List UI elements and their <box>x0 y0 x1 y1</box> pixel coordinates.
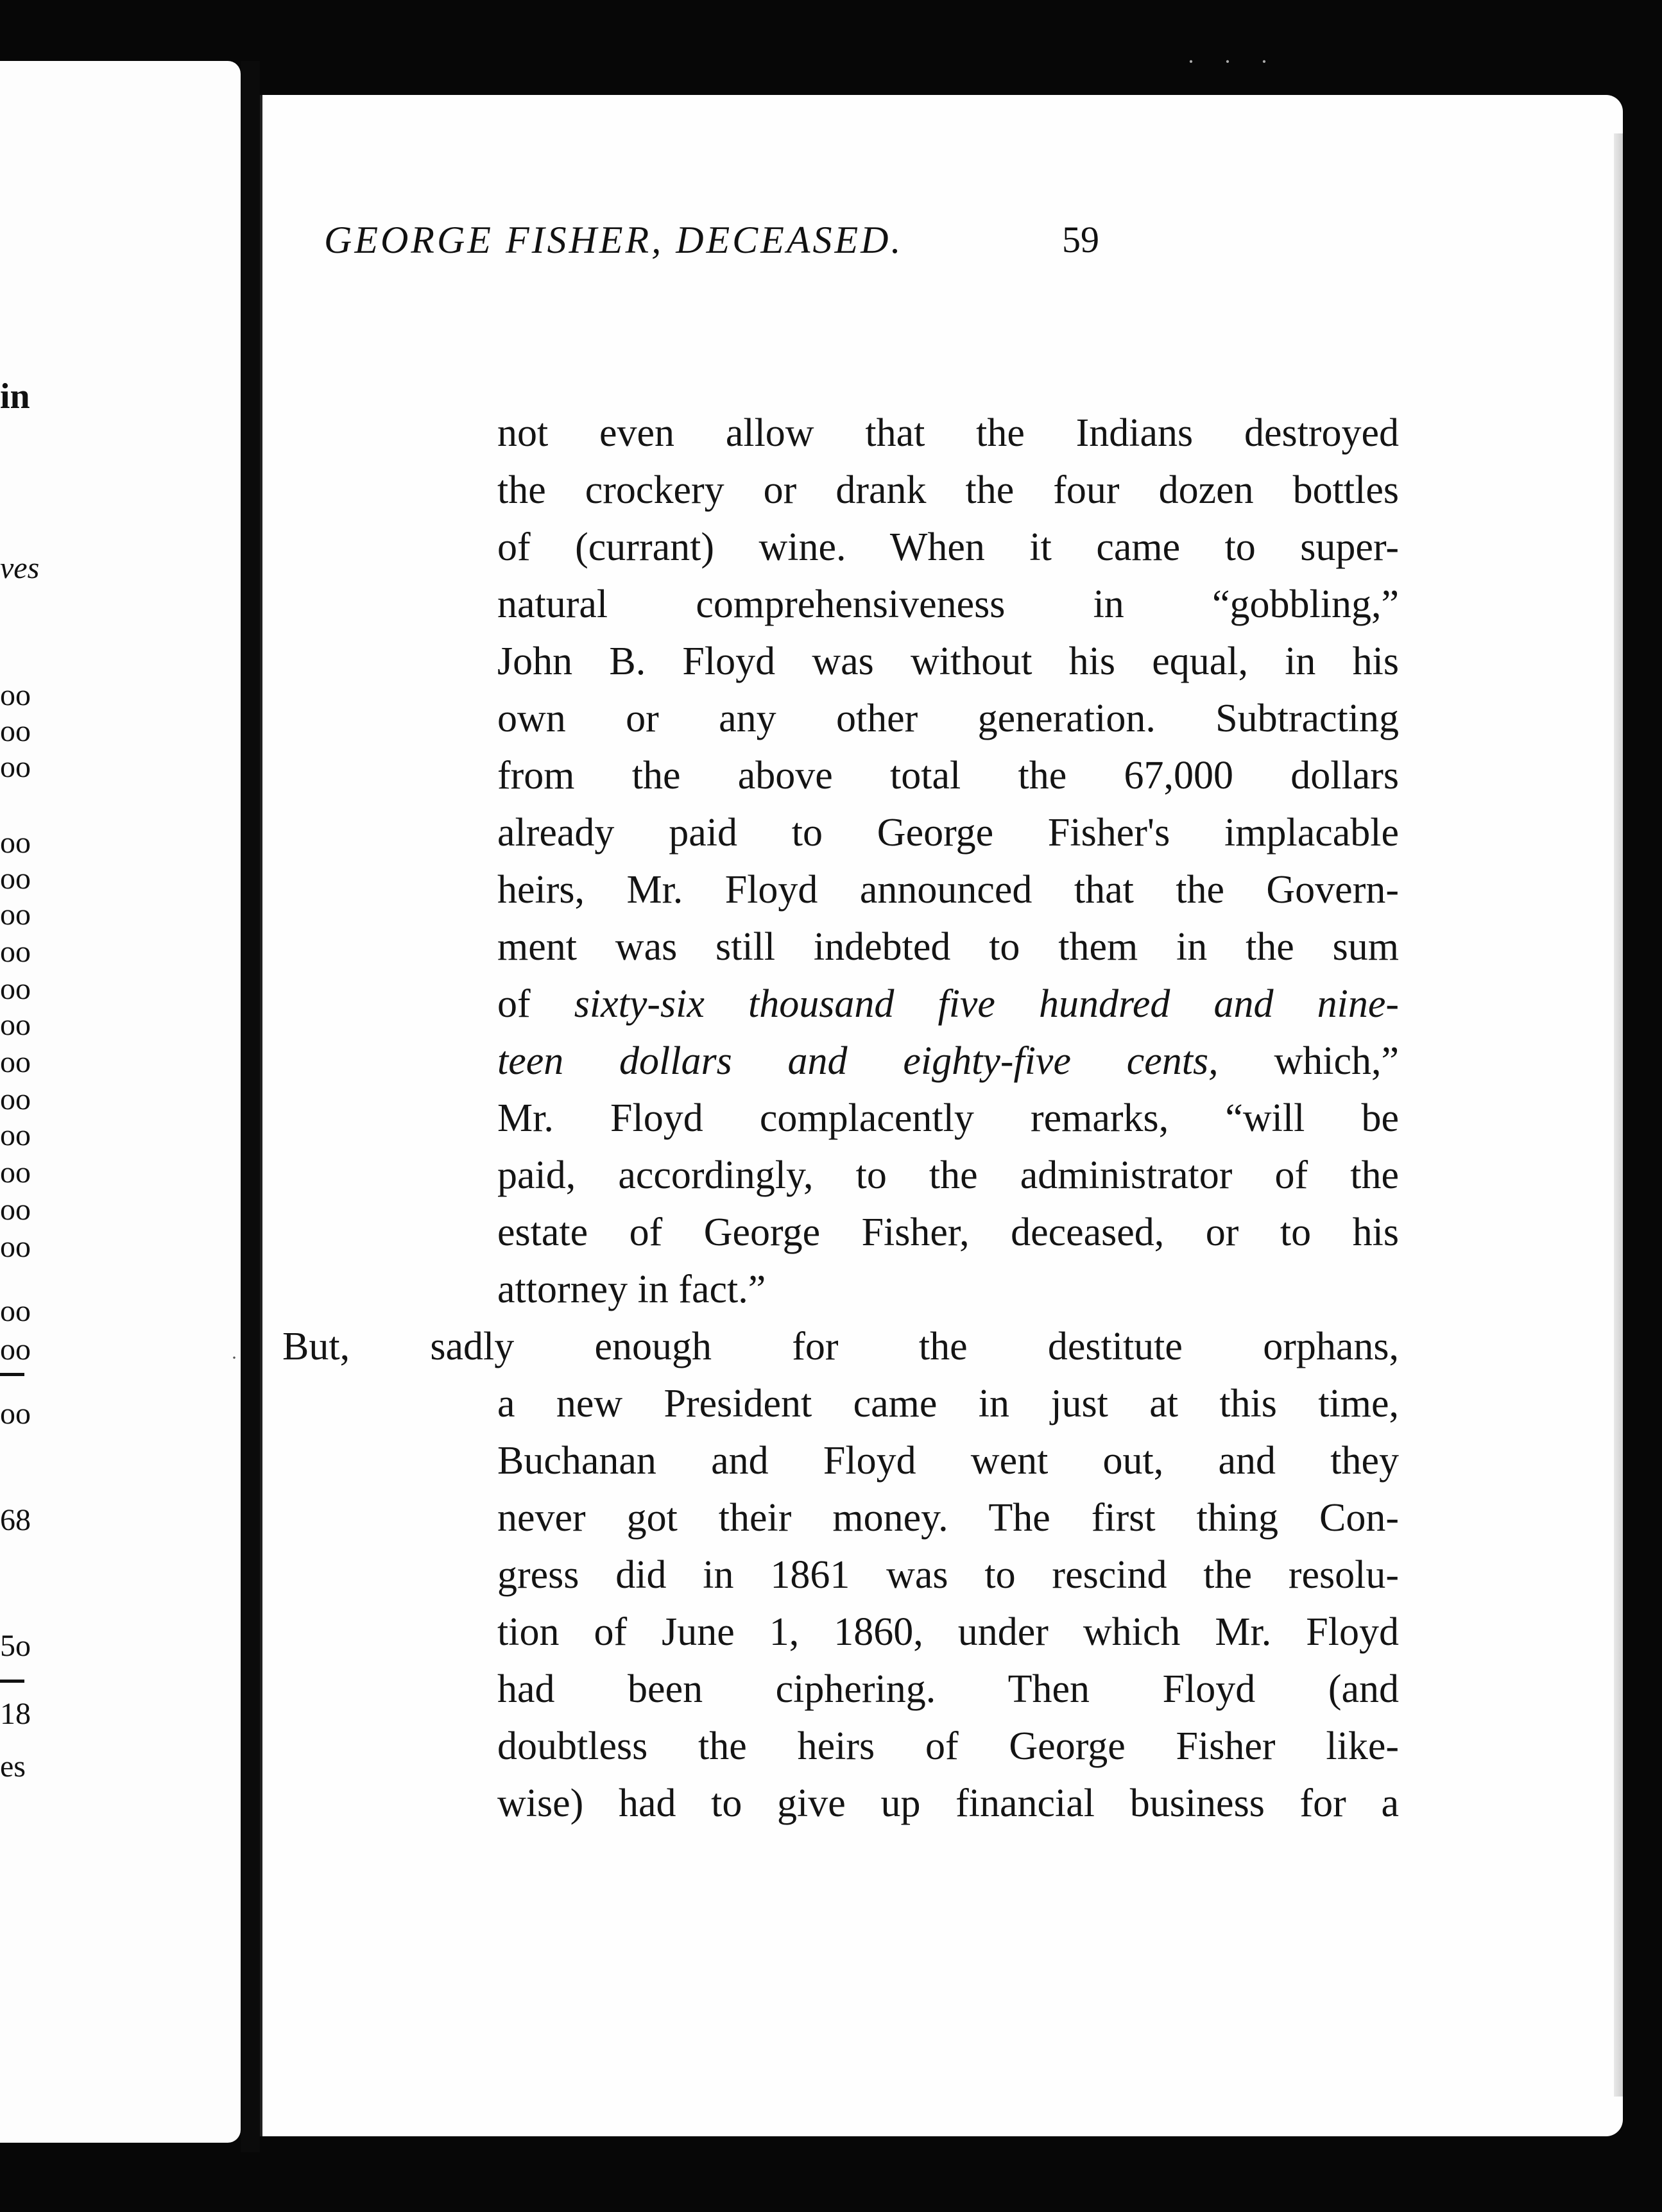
text-span: doubtless the heirs of George Fisher like- <box>497 1724 1399 1768</box>
left-page <box>0 61 241 2143</box>
text-span: tion of June 1, 1860, under which Mr. Floyd <box>497 1610 1399 1654</box>
left-page-fragment: oo <box>0 1082 31 1116</box>
left-page-fragment: oo <box>0 1155 31 1189</box>
left-page-fragment: oo <box>0 1230 31 1264</box>
text-span: Mr. Floyd complacently remarks, “will be <box>497 1096 1399 1140</box>
text-line <box>497 1667 1399 1712</box>
text-span: of <box>497 982 574 1026</box>
text-line <box>282 1324 1399 1369</box>
left-page-fragment: oo <box>0 935 31 969</box>
text-line <box>497 1267 1399 1312</box>
text-span: a new President came in just at this time, <box>497 1382 1399 1425</box>
left-page-fragment: 68 <box>0 1503 31 1537</box>
text-line <box>497 468 1399 513</box>
left-page-rule <box>0 1680 24 1683</box>
text-span: the crockery or drank the four dozen bottles <box>497 468 1399 512</box>
left-page-fragment: in <box>0 377 30 416</box>
left-page-fragment: oo <box>0 714 31 748</box>
text-line <box>497 982 1399 1026</box>
text-line <box>497 810 1399 855</box>
left-page-fragment: oo <box>0 826 31 860</box>
left-page-fragment: ves <box>0 551 40 585</box>
left-page-fragment: oo <box>0 1294 31 1328</box>
left-page-fragment: oo <box>0 1332 31 1366</box>
text-span: ment was still indebted to them in the sum <box>497 925 1399 969</box>
stray-mark: · <box>231 1347 237 1368</box>
left-page-fragment: oo <box>0 862 31 896</box>
text-line <box>497 1553 1399 1597</box>
text-span: natural comprehensiveness in “gobbling,” <box>497 583 1399 626</box>
left-page-fragment: es <box>0 1749 26 1783</box>
text-line <box>497 1381 1399 1426</box>
text-line <box>497 753 1399 798</box>
left-page-fragment: oo <box>0 1008 31 1042</box>
scan-specks: · · · <box>1187 49 1280 74</box>
page-number: 59 <box>1062 219 1099 260</box>
text-line <box>497 1039 1399 1084</box>
text-span: paid, accordingly, to the administrator of the <box>497 1153 1399 1197</box>
page-edge <box>1614 133 1623 2097</box>
text-line <box>497 411 1399 455</box>
text-span: wise) had to give up financial business for a <box>497 1782 1399 1825</box>
text-span: estate of George Fisher, deceased, or to his <box>497 1211 1399 1254</box>
text-line <box>497 1781 1399 1826</box>
text-span: from the above total the 67,000 dollars <box>497 754 1399 797</box>
text-line <box>497 639 1399 684</box>
text-span: Buchanan and Floyd went out, and they <box>497 1439 1399 1483</box>
text-span: already paid to George Fisher's implacable <box>497 811 1399 855</box>
text-line <box>497 1153 1399 1198</box>
text-line <box>497 696 1399 741</box>
text-span: But, sadly enough for the destitute orphans, <box>282 1325 1399 1368</box>
text-span: of (currant) wine. When it came to super- <box>497 525 1399 569</box>
italic-span: teen dollars and eighty-five cents, <box>497 1039 1219 1083</box>
text-span: not even allow that the Indians destroyed <box>497 411 1399 455</box>
left-page-fragment: oo <box>0 1118 31 1152</box>
text-span: never got their money. The first thing Con- <box>497 1496 1399 1540</box>
left-page-fragment: oo <box>0 750 31 784</box>
left-page-fragment: 5o <box>0 1629 31 1663</box>
text-line <box>497 1610 1399 1655</box>
text-line <box>497 1724 1399 1769</box>
text-span: had been ciphering. Then Floyd (and <box>497 1667 1399 1711</box>
running-head: GEORGE FISHER, DECEASED. <box>324 219 904 261</box>
text-line <box>497 582 1399 627</box>
book-gutter <box>241 61 260 2152</box>
left-page-rule <box>0 1373 24 1376</box>
text-line <box>497 1096 1399 1141</box>
left-page-fragment: oo <box>0 1045 31 1079</box>
text-line <box>497 867 1399 912</box>
text-span: heirs, Mr. Floyd announced that the Govern- <box>497 868 1399 912</box>
text-span: gress did in 1861 was to rescind the resolu- <box>497 1553 1399 1597</box>
text-span: John B. Floyd was without his equal, in his <box>497 640 1399 683</box>
text-line <box>497 525 1399 570</box>
text-span: which,” <box>1218 1039 1400 1083</box>
left-page-fragment: oo <box>0 898 31 932</box>
left-page-margin-fragments <box>0 61 241 2143</box>
left-page-fragment: oo <box>0 1397 31 1431</box>
text-line <box>497 1438 1399 1483</box>
left-page-fragment: oo <box>0 678 31 712</box>
italic-span: sixty-six thousand five hundred and nine- <box>574 982 1399 1026</box>
text-line <box>497 1210 1399 1255</box>
text-span: attorney in fact.” <box>497 1268 766 1311</box>
text-line <box>497 1495 1399 1540</box>
text-line <box>497 924 1399 969</box>
left-page-fragment: oo <box>0 972 31 1006</box>
left-page-fragment: oo <box>0 1193 31 1227</box>
text-span: own or any other generation. Subtracting <box>497 697 1399 740</box>
left-page-fragment: 18 <box>0 1697 31 1731</box>
